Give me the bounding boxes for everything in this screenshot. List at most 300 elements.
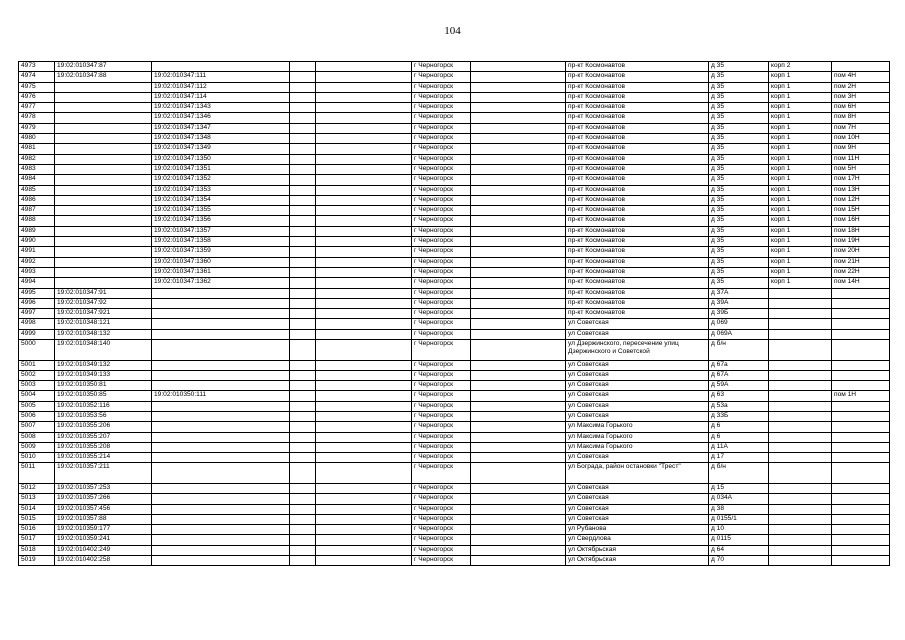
building-cadastral-number	[55, 134, 152, 144]
blank-cell	[471, 257, 566, 267]
table-row	[19, 226, 890, 236]
building-block-cell: корп 1	[769, 278, 832, 288]
premises-cell	[832, 381, 890, 391]
building-block-cell: корп 1	[769, 206, 832, 216]
building-block-cell	[769, 288, 832, 298]
building-cadastral-number: 19:02:010355:214	[55, 453, 152, 463]
table-row	[19, 329, 890, 339]
building-cadastral-number	[55, 226, 152, 236]
building-block-cell	[769, 463, 832, 484]
blank-cell	[471, 195, 566, 205]
table-row	[19, 216, 890, 226]
street-cell: ул Советская	[566, 319, 709, 329]
blank-cell	[471, 113, 566, 123]
row-number: 4993	[19, 267, 55, 277]
building-block-cell	[769, 381, 832, 391]
blank-cell	[316, 195, 412, 205]
street-cell: ул Максима Горького	[566, 422, 709, 432]
building-block-cell: корп 1	[769, 216, 832, 226]
premises-cell	[832, 340, 890, 361]
house-cell: д 35	[709, 237, 769, 247]
blank-cell	[316, 483, 412, 493]
street-cell: пр-кт Космонавтов	[566, 216, 709, 226]
building-block-cell: корп 1	[769, 185, 832, 195]
blank-cell	[316, 329, 412, 339]
house-cell: д 33Б	[709, 412, 769, 422]
street-cell: пр-кт Космонавтов	[566, 267, 709, 277]
blank-cell	[316, 504, 412, 514]
house-cell: д 53а	[709, 401, 769, 411]
blank-cell	[316, 216, 412, 226]
premises-cell	[832, 298, 890, 308]
table-body	[19, 62, 890, 566]
table-row	[19, 278, 890, 288]
blank-cell	[290, 442, 316, 452]
premises-cell: пом 4Н	[832, 72, 890, 82]
house-cell: д 35	[709, 247, 769, 257]
street-cell: ул Советская	[566, 329, 709, 339]
table-row	[19, 72, 890, 82]
table-row	[19, 494, 890, 504]
premises-cell: пом 15Н	[832, 206, 890, 216]
house-cell: д 0115	[709, 535, 769, 545]
premises-cadastral-number	[152, 483, 290, 493]
table-row	[19, 360, 890, 370]
premises-cadastral-number	[152, 422, 290, 432]
city-cell: г Черногорск	[412, 237, 471, 247]
house-cell: д 0155/1	[709, 514, 769, 524]
blank-cell	[316, 309, 412, 319]
house-cell: д 35	[709, 226, 769, 236]
table-row	[19, 62, 890, 72]
building-block-cell	[769, 391, 832, 401]
building-block-cell: корп 1	[769, 113, 832, 123]
blank-cell	[471, 329, 566, 339]
premises-cell	[832, 329, 890, 339]
premises-cadastral-number: 19:02:010347:1347	[152, 123, 290, 133]
house-cell: д 11А	[709, 442, 769, 452]
house-cell: д 39А	[709, 298, 769, 308]
table-row	[19, 82, 890, 92]
building-cadastral-number: 19:02:010350:85	[55, 391, 152, 401]
building-block-cell: корп 1	[769, 247, 832, 257]
premises-cadastral-number: 19:02:010347:1359	[152, 247, 290, 257]
table-row	[19, 267, 890, 277]
blank-cell	[290, 504, 316, 514]
row-number: 5011	[19, 463, 55, 484]
street-cell: ул Советская	[566, 360, 709, 370]
building-block-cell: корп 1	[769, 144, 832, 154]
premises-cell: пом 2Н	[832, 82, 890, 92]
premises-cadastral-number	[152, 525, 290, 535]
house-cell: д 35	[709, 144, 769, 154]
blank-cell	[471, 164, 566, 174]
blank-cell	[471, 463, 566, 484]
blank-cell	[290, 422, 316, 432]
premises-cadastral-number	[152, 62, 290, 72]
city-cell: г Черногорск	[412, 247, 471, 257]
premises-cell: пом 11Н	[832, 154, 890, 164]
blank-cell	[471, 288, 566, 298]
premises-cell	[832, 422, 890, 432]
premises-cell	[832, 556, 890, 566]
premises-cadastral-number: 19:02:010347:1356	[152, 216, 290, 226]
street-cell: пр-кт Космонавтов	[566, 82, 709, 92]
blank-cell	[290, 267, 316, 277]
blank-cell	[290, 206, 316, 216]
table-row	[19, 103, 890, 113]
street-cell: пр-кт Космонавтов	[566, 309, 709, 319]
building-block-cell: корп 1	[769, 164, 832, 174]
building-cadastral-number	[55, 257, 152, 267]
street-cell: пр-кт Космонавтов	[566, 92, 709, 102]
table-row	[19, 483, 890, 493]
house-cell: д 35	[709, 123, 769, 133]
building-cadastral-number: 19:02:010348:121	[55, 319, 152, 329]
city-cell: г Черногорск	[412, 144, 471, 154]
row-number: 5013	[19, 494, 55, 504]
row-number: 4994	[19, 278, 55, 288]
blank-cell	[316, 123, 412, 133]
city-cell: г Черногорск	[412, 298, 471, 308]
premises-cell: пом 22Н	[832, 267, 890, 277]
blank-cell	[316, 247, 412, 257]
blank-cell	[316, 134, 412, 144]
blank-cell	[290, 340, 316, 361]
street-cell: пр-кт Космонавтов	[566, 103, 709, 113]
blank-cell	[290, 237, 316, 247]
building-block-cell	[769, 545, 832, 555]
row-number: 5009	[19, 442, 55, 452]
street-cell: пр-кт Космонавтов	[566, 164, 709, 174]
building-block-cell	[769, 329, 832, 339]
premises-cell	[832, 525, 890, 535]
blank-cell	[316, 185, 412, 195]
building-cadastral-number	[55, 82, 152, 92]
table-row	[19, 391, 890, 401]
city-cell: г Черногорск	[412, 494, 471, 504]
street-cell: пр-кт Космонавтов	[566, 175, 709, 185]
house-cell: д 35	[709, 72, 769, 82]
premises-cadastral-number	[152, 535, 290, 545]
building-block-cell	[769, 525, 832, 535]
premises-cadastral-number	[152, 288, 290, 298]
blank-cell	[471, 401, 566, 411]
row-number: 4980	[19, 134, 55, 144]
city-cell: г Черногорск	[412, 391, 471, 401]
street-cell: пр-кт Космонавтов	[566, 278, 709, 288]
premises-cadastral-number	[152, 556, 290, 566]
building-cadastral-number	[55, 164, 152, 174]
blank-cell	[471, 237, 566, 247]
blank-cell	[316, 72, 412, 82]
blank-cell	[471, 381, 566, 391]
blank-cell	[316, 319, 412, 329]
city-cell: г Черногорск	[412, 381, 471, 391]
street-cell: ул Советская	[566, 514, 709, 524]
street-cell: пр-кт Космонавтов	[566, 185, 709, 195]
blank-cell	[471, 442, 566, 452]
blank-cell	[290, 556, 316, 566]
row-number: 4984	[19, 175, 55, 185]
table-row	[19, 422, 890, 432]
house-cell: д 59А	[709, 381, 769, 391]
table-row	[19, 504, 890, 514]
blank-cell	[471, 144, 566, 154]
building-block-cell: корп 1	[769, 195, 832, 205]
building-cadastral-number	[55, 237, 152, 247]
row-number: 4997	[19, 309, 55, 319]
street-cell: пр-кт Космонавтов	[566, 154, 709, 164]
premises-cell: пом 19Н	[832, 237, 890, 247]
building-block-cell	[769, 556, 832, 566]
building-block-cell: корп 1	[769, 267, 832, 277]
city-cell: г Черногорск	[412, 82, 471, 92]
premises-cadastral-number	[152, 463, 290, 484]
blank-cell	[471, 422, 566, 432]
blank-cell	[471, 360, 566, 370]
table-row	[19, 535, 890, 545]
premises-cadastral-number	[152, 514, 290, 524]
premises-cadastral-number	[152, 319, 290, 329]
building-cadastral-number: 19:02:010347:921	[55, 309, 152, 319]
building-cadastral-number: 19:02:010355:206	[55, 422, 152, 432]
building-block-cell	[769, 432, 832, 442]
building-cadastral-number: 19:02:010357:266	[55, 494, 152, 504]
premises-cadastral-number: 19:02:010347:1360	[152, 257, 290, 267]
house-cell: д 67а	[709, 360, 769, 370]
premises-cadastral-number	[152, 360, 290, 370]
house-cell: д 70	[709, 556, 769, 566]
blank-cell	[471, 298, 566, 308]
blank-cell	[316, 340, 412, 361]
blank-cell	[471, 391, 566, 401]
street-cell: ул Рубанова	[566, 525, 709, 535]
blank-cell	[316, 103, 412, 113]
blank-cell	[290, 514, 316, 524]
house-cell: д 63	[709, 391, 769, 401]
blank-cell	[290, 247, 316, 257]
row-number: 5019	[19, 556, 55, 566]
row-number: 4991	[19, 247, 55, 257]
blank-cell	[290, 144, 316, 154]
premises-cell: пом 6Н	[832, 103, 890, 113]
table-row	[19, 164, 890, 174]
premises-cadastral-number: 19:02:010347:114	[152, 92, 290, 102]
building-block-cell: корп 1	[769, 134, 832, 144]
street-cell: ул Советская	[566, 504, 709, 514]
city-cell: г Черногорск	[412, 267, 471, 277]
table-row	[19, 288, 890, 298]
premises-cadastral-number	[152, 340, 290, 361]
premises-cadastral-number: 19:02:010347:1353	[152, 185, 290, 195]
street-cell: ул Советская	[566, 494, 709, 504]
building-block-cell	[769, 453, 832, 463]
row-number: 5002	[19, 370, 55, 380]
house-cell: д 35	[709, 206, 769, 216]
building-cadastral-number: 19:02:010357:88	[55, 514, 152, 524]
premises-cell	[832, 319, 890, 329]
building-block-cell	[769, 412, 832, 422]
table-row	[19, 185, 890, 195]
house-cell: д 39Б	[709, 309, 769, 319]
blank-cell	[290, 103, 316, 113]
building-cadastral-number	[55, 206, 152, 216]
blank-cell	[316, 257, 412, 267]
blank-cell	[290, 381, 316, 391]
premises-cell	[832, 432, 890, 442]
row-number: 4974	[19, 72, 55, 82]
blank-cell	[290, 309, 316, 319]
premises-cadastral-number: 19:02:010347:1348	[152, 134, 290, 144]
premises-cadastral-number: 19:02:010347:1355	[152, 206, 290, 216]
blank-cell	[471, 319, 566, 329]
premises-cell: пом 3Н	[832, 92, 890, 102]
building-cadastral-number: 19:02:010349:133	[55, 370, 152, 380]
street-cell: пр-кт Космонавтов	[566, 257, 709, 267]
street-cell: пр-кт Космонавтов	[566, 123, 709, 133]
street-cell: ул Советская	[566, 412, 709, 422]
house-cell: д б/н	[709, 340, 769, 361]
city-cell: г Черногорск	[412, 103, 471, 113]
city-cell: г Черногорск	[412, 195, 471, 205]
premises-cadastral-number: 19:02:010347:1352	[152, 175, 290, 185]
row-number: 4995	[19, 288, 55, 298]
blank-cell	[471, 247, 566, 257]
blank-cell	[290, 185, 316, 195]
table-row	[19, 257, 890, 267]
blank-cell	[316, 267, 412, 277]
premises-cadastral-number	[152, 309, 290, 319]
blank-cell	[471, 556, 566, 566]
premises-cell	[832, 463, 890, 484]
building-cadastral-number	[55, 154, 152, 164]
street-cell: пр-кт Космонавтов	[566, 206, 709, 216]
premises-cell: пом 12Н	[832, 195, 890, 205]
table-row	[19, 556, 890, 566]
blank-cell	[471, 504, 566, 514]
blank-cell	[316, 422, 412, 432]
blank-cell	[316, 298, 412, 308]
city-cell: г Черногорск	[412, 154, 471, 164]
blank-cell	[471, 412, 566, 422]
street-cell: ул Советская	[566, 370, 709, 380]
blank-cell	[316, 370, 412, 380]
house-cell: д 35	[709, 278, 769, 288]
blank-cell	[471, 545, 566, 555]
blank-cell	[316, 545, 412, 555]
blank-cell	[471, 309, 566, 319]
blank-cell	[471, 185, 566, 195]
city-cell: г Черногорск	[412, 370, 471, 380]
building-cadastral-number: 19:02:010347:87	[55, 62, 152, 72]
building-cadastral-number: 19:02:010402:258	[55, 556, 152, 566]
row-number: 4998	[19, 319, 55, 329]
house-cell: д 35	[709, 82, 769, 92]
row-number: 4999	[19, 329, 55, 339]
building-cadastral-number: 19:02:010355:208	[55, 442, 152, 452]
street-cell: ул Советская	[566, 391, 709, 401]
page-number: 104	[444, 25, 461, 37]
building-block-cell	[769, 401, 832, 411]
building-block-cell: корп 1	[769, 82, 832, 92]
building-cadastral-number: 19:02:010348:132	[55, 329, 152, 339]
premises-cell: пом 7Н	[832, 123, 890, 133]
row-number: 4982	[19, 154, 55, 164]
blank-cell	[471, 483, 566, 493]
premises-cell	[832, 309, 890, 319]
table-row	[19, 206, 890, 216]
blank-cell	[316, 401, 412, 411]
blank-cell	[471, 278, 566, 288]
blank-cell	[316, 442, 412, 452]
blank-cell	[471, 123, 566, 133]
premises-cadastral-number	[152, 329, 290, 339]
blank-cell	[316, 514, 412, 524]
building-block-cell	[769, 360, 832, 370]
premises-cell	[832, 360, 890, 370]
premises-cadastral-number	[152, 370, 290, 380]
house-cell: д 15	[709, 483, 769, 493]
building-cadastral-number	[55, 113, 152, 123]
blank-cell	[471, 370, 566, 380]
house-cell: д 6	[709, 432, 769, 442]
street-cell: ул Бограда, район остановки "Трест"	[566, 463, 709, 484]
building-block-cell	[769, 494, 832, 504]
building-cadastral-number: 19:02:010349:132	[55, 360, 152, 370]
city-cell: г Черногорск	[412, 92, 471, 102]
table-row	[19, 154, 890, 164]
blank-cell	[290, 154, 316, 164]
city-cell: г Черногорск	[412, 535, 471, 545]
city-cell: г Черногорск	[412, 123, 471, 133]
building-cadastral-number	[55, 103, 152, 113]
row-number: 4986	[19, 195, 55, 205]
row-number: 4996	[19, 298, 55, 308]
premises-cell: пом 10Н	[832, 134, 890, 144]
row-number: 4975	[19, 82, 55, 92]
blank-cell	[290, 62, 316, 72]
blank-cell	[316, 412, 412, 422]
premises-cell	[832, 494, 890, 504]
building-block-cell	[769, 340, 832, 361]
blank-cell	[316, 206, 412, 216]
blank-cell	[290, 298, 316, 308]
building-block-cell: корп 1	[769, 123, 832, 133]
house-cell: д 35	[709, 134, 769, 144]
building-cadastral-number	[55, 247, 152, 257]
street-cell: ул Октябрьская	[566, 556, 709, 566]
blank-cell	[290, 123, 316, 133]
blank-cell	[471, 175, 566, 185]
premises-cell: пом 20Н	[832, 247, 890, 257]
building-block-cell: корп 1	[769, 103, 832, 113]
street-cell: пр-кт Космонавтов	[566, 247, 709, 257]
blank-cell	[290, 370, 316, 380]
row-number: 4977	[19, 103, 55, 113]
premises-cadastral-number	[152, 494, 290, 504]
table-row	[19, 463, 890, 484]
premises-cell	[832, 483, 890, 493]
house-cell: д 35	[709, 175, 769, 185]
premises-cell	[832, 514, 890, 524]
street-cell: пр-кт Космонавтов	[566, 62, 709, 72]
blank-cell	[290, 412, 316, 422]
premises-cadastral-number	[152, 453, 290, 463]
building-block-cell	[769, 535, 832, 545]
house-cell: д 35	[709, 62, 769, 72]
premises-cell	[832, 370, 890, 380]
